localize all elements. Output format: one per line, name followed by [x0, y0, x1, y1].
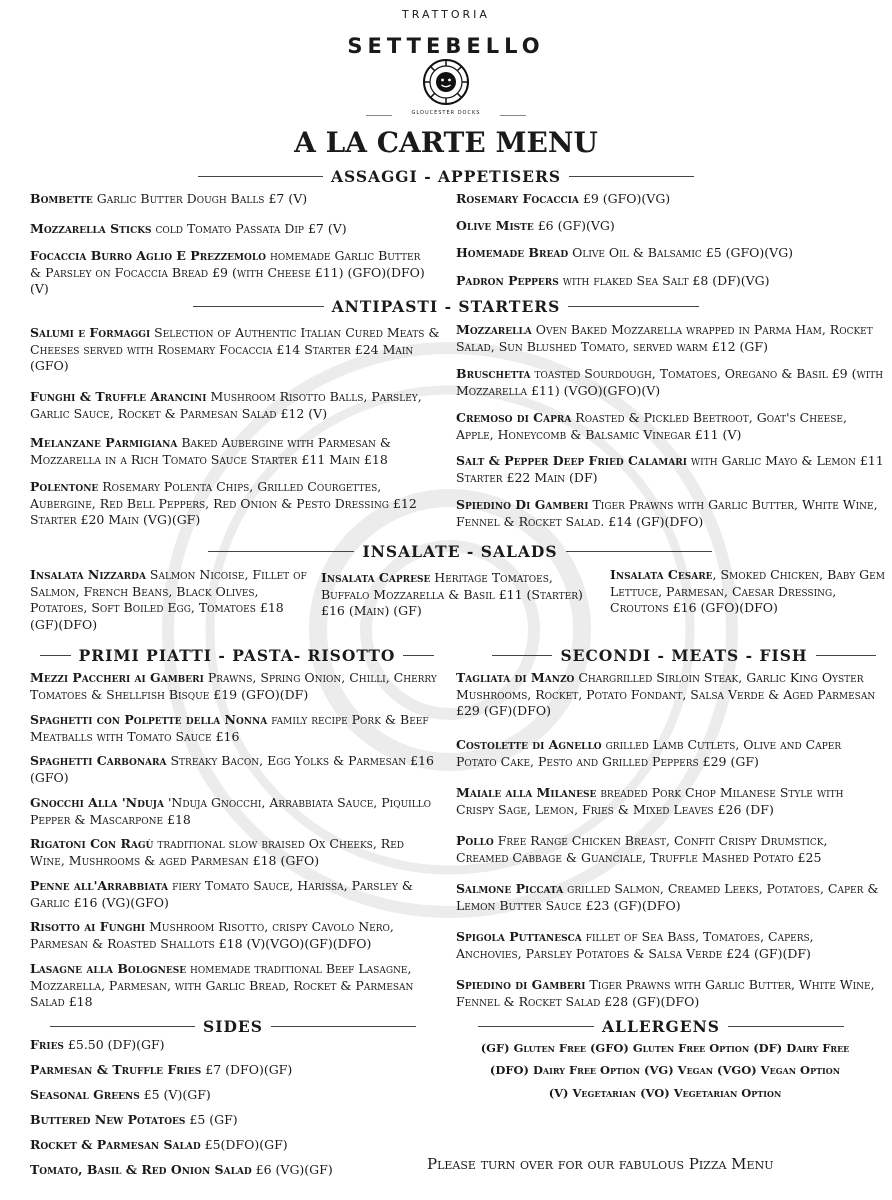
- menu-item: Mozzarella Oven Baked Mozzarella wrapped in Parma Ham, Rocket Salad, Sun Blushed Tomato, served warm £12 (GF): [456, 322, 873, 354]
- divider: [492, 655, 552, 656]
- menu-item: Parmesan & Truffle Fries £7 (DFO)(GF): [30, 1062, 293, 1077]
- section-title: SECONDI - MEATS - FISH: [560, 645, 808, 665]
- menu-item: Insalata Cesare, Smoked Chicken, Baby Gem Lettuce, Parmesan, Caesar Dressing, Croutons £16 (GFO)(DFO): [610, 567, 885, 615]
- menu-item: Polentone Rosemary Polenta Chips, Grilled Courgettes, Aubergine, Red Bell Peppers, Red Onion & Pesto Dressing £12 Starter £20 Main (VG)(GF): [30, 479, 417, 527]
- brand-trattoria: TRATTORIA: [402, 8, 490, 21]
- menu-item: Costolette di Agnello grilled Lamb Cutlets, Olive and Caper Potato Cake, Pesto and Grilled Peppers £29 (GF): [456, 737, 842, 769]
- menu-item: Cremoso di Capra Roasted & Pickled Beetroot, Goat's Cheese, Apple, Honeycomb & Balsamic Vinegar £11 (V): [456, 410, 847, 442]
- menu-item: Focaccia Burro Aglio E Prezzemolo homemade Garlic Butter & Parsley on Focaccia Bread £9 (with Cheese £11) (GFO)(DFO)(V): [30, 248, 425, 296]
- section-title: PRIMI PIATTI - PASTA- RISOTTO: [78, 645, 396, 665]
- menu-item: Tagliata di Manzo Chargrilled Sirloin Steak, Garlic King Oyster Mushrooms, Rocket, Potato Fondant, Salsa Verde & Aged Parmesan £29 (GF)(DFO): [456, 670, 876, 718]
- section-title: INSALATE - SALADS: [362, 541, 558, 561]
- menu-item: Rocket & Parmesan Salad £5(DFO)(GF): [30, 1137, 288, 1152]
- menu-item: Funghi & Truffle Arancini Mushroom Risotto Balls, Parsley, Garlic Sauce, Rocket & Parmesan Salad £12 (V): [30, 389, 422, 421]
- divider: [40, 655, 71, 656]
- menu-item: Maiale alla Milanese breaded Pork Chop Milanese Style with Crispy Sage, Lemon, Fries & Mixed Leaves £26 (DF): [456, 785, 844, 817]
- menu-item: Insalata Caprese Heritage Tomatoes, Buffalo Mozzarella & Basil £11 (Starter) £16 (Main) (GF): [321, 570, 583, 618]
- footer-note: Please turn over for our fabulous Pizza Menu: [427, 1155, 774, 1173]
- menu-item: Spiedino di Gamberi Tiger Prawns with Garlic Butter, White Wine, Fennel & Rocket Salad £28 (GF)(DFO): [456, 977, 875, 1009]
- divider: [193, 306, 324, 307]
- sun-logo-icon: [422, 58, 470, 106]
- menu-item: Spaghetti Carbonara Streaky Bacon, Egg Yolks & Parmesan £16 (GFO): [30, 753, 434, 785]
- menu-item: Gnocchi Alla 'Nduja 'Nduja Gnocchi, Arrabbiata Sauce, Piquillo Pepper & Mascarpone £18: [30, 795, 432, 827]
- divider: [403, 655, 434, 656]
- page-title: A LA CARTE MENU: [294, 126, 598, 159]
- section-starters: [185, 295, 707, 317]
- brand-name: SETTEBELLO: [347, 34, 545, 58]
- menu-item: Homemade Bread Olive Oil & Balsamic £5 (GFO)(VG): [456, 245, 794, 260]
- divider: [271, 1026, 416, 1027]
- divider: [500, 115, 526, 116]
- divider: [198, 176, 323, 177]
- menu-item: Insalata Nizzarda Salmon Nicoise, Fillet of Salmon, French Beans, Black Olives, Potatoes, Soft Boiled Egg, Tomatoes £18 (GF)(DFO): [30, 567, 307, 632]
- divider: [728, 1026, 844, 1027]
- divider: [566, 551, 712, 552]
- menu-item: Buttered New Potatoes £5 (GF): [30, 1112, 238, 1127]
- section-sides: [42, 1015, 424, 1037]
- menu-item: Melanzane Parmigiana Baked Aubergine with Parmesan & Mozzarella in a Rich Tomato Sauce Starter £11 Main £18: [30, 435, 391, 467]
- divider: [569, 176, 694, 177]
- menu-item: Bombette Garlic Butter Dough Balls £7 (V): [30, 191, 308, 206]
- menu-item: Salmone Piccata grilled Salmon, Creamed Leeks, Potatoes, Caper & Lemon Butter Sauce £23 (GF)(DFO): [456, 881, 879, 913]
- menu-item: Rosemary Focaccia £9 (GFO)(VG): [456, 191, 671, 206]
- section-allergens: [470, 1015, 852, 1037]
- allergen-key: (V) Vegetarian (VO) Vegetarian Option: [548, 1086, 782, 1100]
- menu-item: Penne all'Arrabbiata fiery Tomato Sauce, Harissa, Parsley & Garlic £16 (VG)(GFO): [30, 878, 414, 910]
- menu-item: Spaghetti con Polpette della Nonna family recipe Pork & Beef Meatballs with Tomato Sauce £16: [30, 712, 429, 744]
- menu-item: Padron Peppers with flaked Sea Salt £8 (DF)(VG): [456, 273, 770, 288]
- menu-item: Fries £5.50 (DF)(GF): [30, 1037, 165, 1052]
- menu-item: Tomato, Basil & Red Onion Salad £6 (VG)(GF): [30, 1162, 333, 1177]
- divider: [568, 306, 699, 307]
- section-salads: [200, 540, 720, 562]
- section-title: ALLERGENS: [602, 1016, 720, 1036]
- menu-item: Risotto ai Funghi Mushroom Risotto, crispy Cavolo Nero, Parmesan & Roasted Shallots £18 (V)(VGO)(GF)(DFO): [30, 919, 394, 951]
- divider: [208, 551, 354, 552]
- menu-item: Spiedino Di Gamberi Tiger Prawns with Garlic Butter, White Wine, Fennel & Rocket Salad. £14 (GF)(DFO): [456, 497, 878, 529]
- menu-item: Bruschetta toasted Sourdough, Tomatoes, Oregano & Basil £9 (with Mozzarella £11) (VGO)(GFO)(V): [456, 366, 884, 398]
- menu-item: Salt & Pepper Deep Fried Calamari with Garlic Mayo & Lemon £11 Starter £22 Main (DF): [456, 453, 884, 485]
- section-title: ANTIPASTI - STARTERS: [331, 296, 561, 316]
- menu-item: Pollo Free Range Chicken Breast, Confit Crispy Drumstick, Creamed Cabbage & Guanciale, Truffle Mashed Potato £25: [456, 833, 828, 865]
- section-appetisers: [190, 165, 702, 187]
- menu-item: Rigatoni Con Ragù traditional slow braised Ox Cheeks, Red Wine, Mushrooms & aged Parmesan £18 (GFO): [30, 836, 404, 868]
- menu-item: Mozzarella Sticks cold Tomato Passata Dip £7 (V): [30, 221, 347, 236]
- menu-item: Spigola Puttanesca fillet of Sea Bass, Tomatoes, Capers, Anchovies, Parsley Potatoes & Salsa Verde £24 (GF)(DF): [456, 929, 814, 961]
- allergen-key: (GF) Gluten Free (GFO) Gluten Free Option (DF) Dairy Free: [480, 1041, 850, 1055]
- divider: [478, 1026, 594, 1027]
- section-title: SIDES: [203, 1016, 263, 1036]
- divider: [50, 1026, 195, 1027]
- menu-item: Olive Miste £6 (GF)(VG): [456, 218, 615, 233]
- menu-item: Lasagne alla Bolognese homemade traditional Beef Lasagne, Mozzarella, Parmesan, with Garlic Bread, Rocket & Parmesan Salad £18: [30, 961, 414, 1009]
- section-title: ASSAGGI - APPETISERS: [330, 166, 562, 186]
- section-pasta: [32, 644, 442, 666]
- menu-item: Seasonal Greens £5 (V)(GF): [30, 1087, 211, 1102]
- divider: [816, 655, 876, 656]
- allergen-key: (DFO) Dairy Free Option (VG) Vegan (VGO) Vegan Option: [489, 1063, 841, 1077]
- menu-item: Mezzi Paccheri ai Gamberi Prawns, Spring Onion, Chilli, Cherry Tomatoes & Shellfish Bisque £19 (GFO)(DF): [30, 670, 437, 702]
- section-meats: [484, 644, 884, 666]
- brand-location: GLOUCESTER DOCKS: [411, 110, 481, 116]
- menu-item: Salumi e Formaggi Selection of Authentic Italian Cured Meats & Cheeses served with Rosemary Focaccia £14 Starter £24 Main (GFO): [30, 325, 440, 373]
